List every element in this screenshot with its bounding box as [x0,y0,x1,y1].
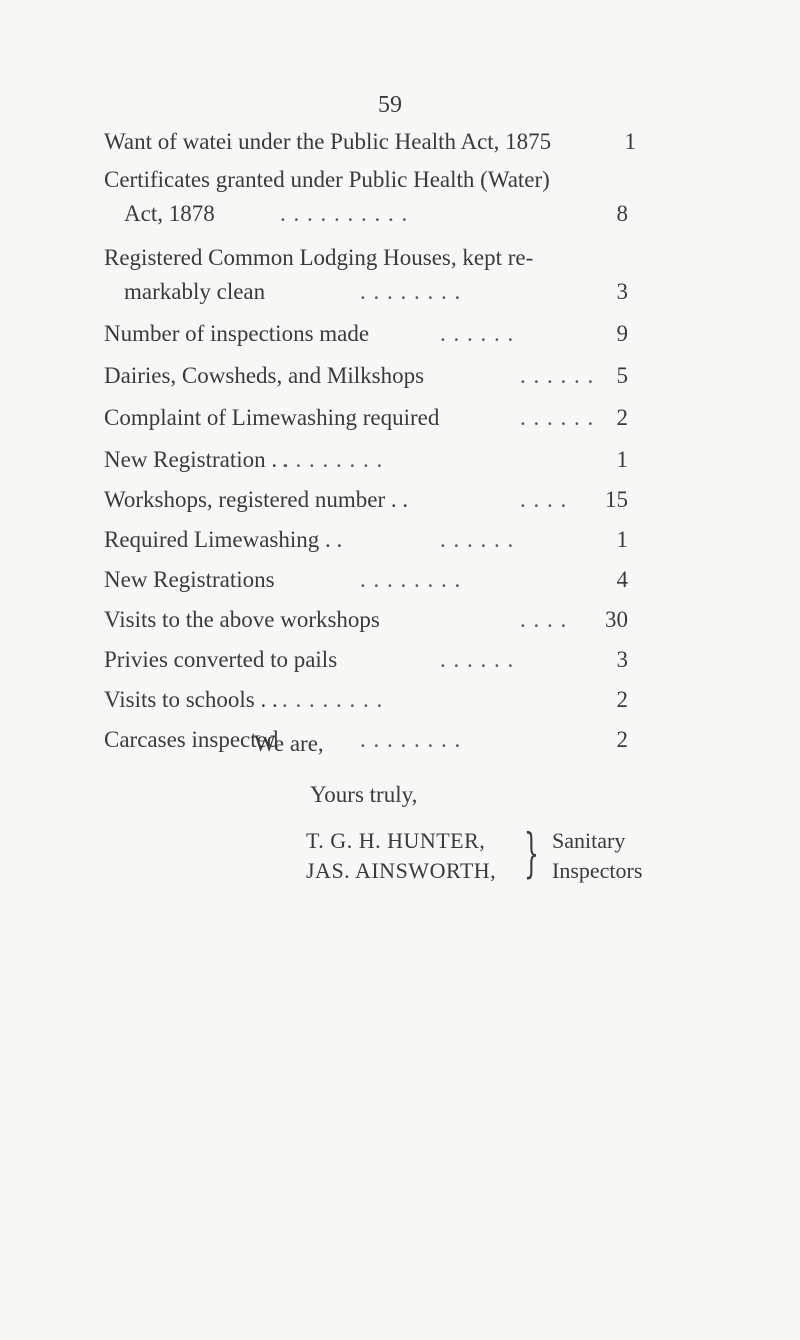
entry-label: Visits to the above workshops [104,607,380,632]
dot-leaders: . . . . [520,487,568,512]
dot-leaders: . . . . . . [520,405,595,430]
dot-leaders: . . . . . . [440,527,515,552]
entry-value: 1 [616,527,628,552]
dot-leaders: . . . . . . . . . . [280,201,409,226]
entry-value: 1 [616,447,628,472]
entry-value: 9 [616,321,628,346]
entry-value: 3 [616,279,628,304]
entry-label: Dairies, Cowsheds, and Milkshops [104,363,425,388]
dot-leaders: . . . . [520,607,568,632]
dot-leaders: . . . . . . [520,363,595,388]
signatory-name: T. G. H. HUNTER, [306,828,486,853]
entry-value: 4 [616,567,628,592]
closing-we-are: We are, [254,731,324,756]
entry-value: 1 [624,129,636,154]
entry-label: New Registration . . [104,447,289,472]
entry-label: Number of inspections made [104,321,370,346]
entry-label: Certificates granted under Public Health (Water) [104,167,550,192]
page-number: 59 [378,92,402,118]
dot-leaders: . . . . . . . . [360,279,462,304]
dot-leaders: . . . . . . . . [360,727,462,752]
dot-leaders: . . . . . . . . [282,687,384,712]
entry-value: 2 [616,687,628,712]
signatory-role: Sanitary [552,828,626,853]
entry-label: Complaint of Limewashing required [104,405,440,430]
entry-label: Want of watei under the Public Health Act, 1875 [104,129,552,154]
entry-label: New Registrations [104,567,275,592]
dot-leaders: . . . . . . . . [360,567,462,592]
entry-value: 3 [616,647,628,672]
entry-value: 2 [616,727,628,752]
curly-brace: } [524,824,539,884]
dot-leaders: . . . . . . [440,321,515,346]
entry-label: Required Limewashing . . [104,527,343,552]
entry-label: Registered Common Lodging Houses, kept re- [104,245,534,270]
entry-label: Workshops, registered number . . [104,487,409,512]
dot-leaders: . . . . . . [440,647,515,672]
signatory-role: Inspectors [552,858,643,883]
entry-value: 30 [605,607,628,632]
dot-leaders: . . . . . . . . [282,447,384,472]
closing-yours-truly: Yours truly, [310,782,418,807]
entry-value: 5 [616,363,628,388]
entry-label: Privies converted to pails [104,647,338,672]
signatory-name: JAS. AINSWORTH, [306,858,497,883]
entry-label: Carcases inspected [104,727,279,752]
entry-value: 2 [616,405,628,430]
entry-label: Visits to schools . . [104,687,278,712]
entry-value: 15 [605,487,628,512]
entry-label-continuation: Act, 1878 [124,201,215,226]
entry-value: 8 [616,201,628,226]
entry-label-continuation: markably clean [124,279,266,304]
